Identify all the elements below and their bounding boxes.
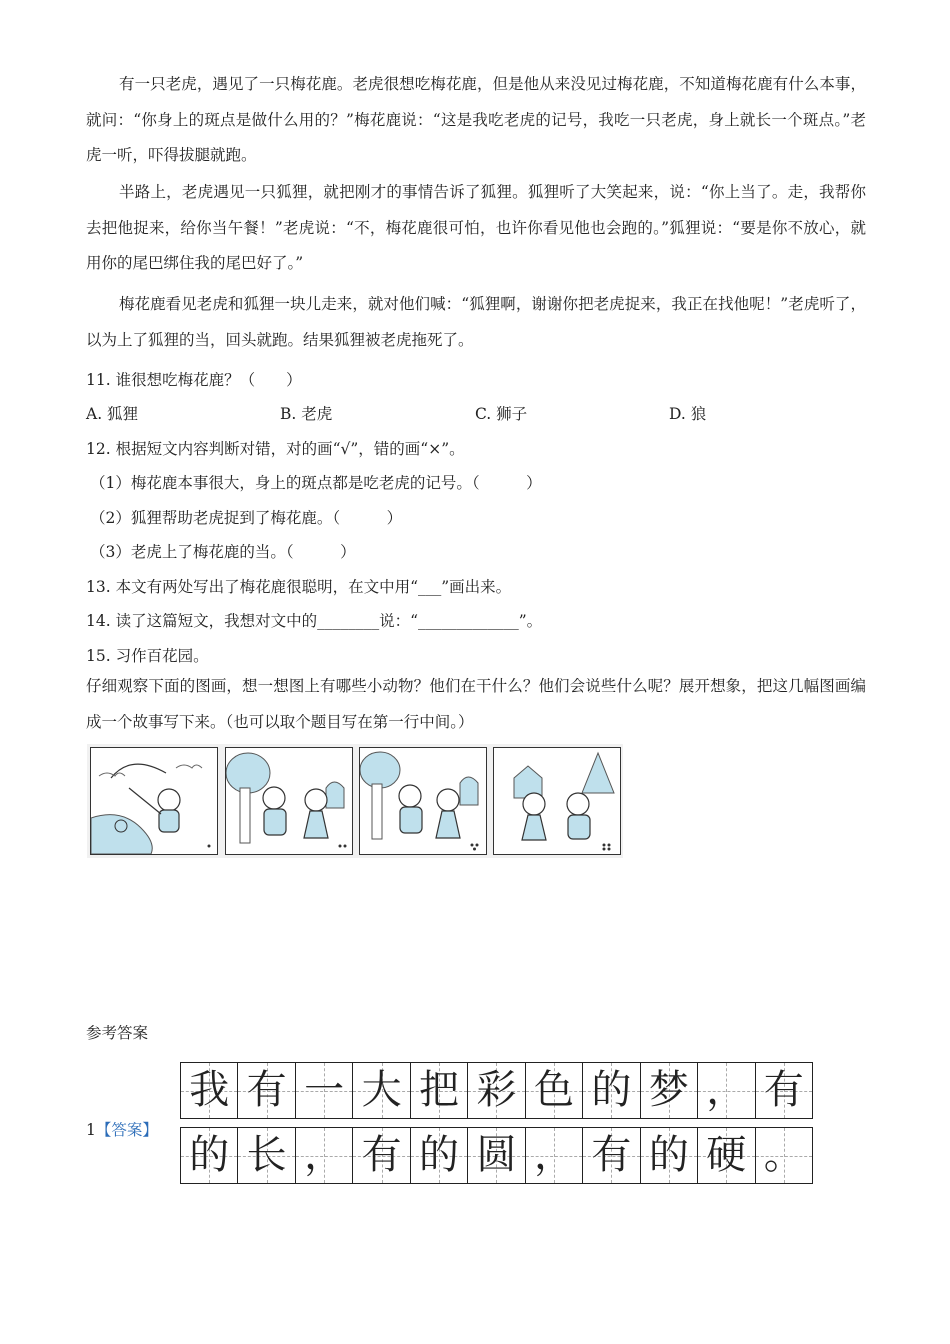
grid-cell: ，	[526, 1128, 583, 1183]
grid-cell: 色	[526, 1063, 583, 1118]
grid-cell: 有	[353, 1128, 410, 1183]
grid-cell: 有	[583, 1128, 640, 1183]
story-paragraph-1: 有一只老虎，遇见了一只梅花鹿。老虎很想吃梅花鹿，但是他从来没见过梅花鹿，不知道梅花鹿有什么本事，就问：“你身上的斑点是做什么用的？”梅花鹿说：“这是我吃老虎的记号，我吃一只老虎，身上就长一个斑点。”老虎一听，吓得拔腿就跑。	[86, 75, 866, 165]
grid-cell: 把	[411, 1063, 468, 1118]
grid-cell: 的	[411, 1128, 468, 1183]
q12-item-1: （1）梅花鹿本事很大，身上的斑点都是吃老虎的记号。（ ）	[90, 474, 542, 492]
grid-cell: 有	[238, 1063, 295, 1118]
grid-cell: 大	[353, 1063, 410, 1118]
grid-cell: 的	[181, 1128, 238, 1183]
question-14: 14. 读了这篇短文，我想对文中的________说：“_____________”。	[86, 612, 543, 630]
grid-cell: ，	[698, 1063, 755, 1118]
comic-strip	[87, 744, 623, 858]
grid-cell: 梦	[641, 1063, 698, 1118]
grid-cell: 的	[641, 1128, 698, 1183]
q11-option-c: C. 狮子	[475, 405, 528, 423]
grid-cell: 我	[181, 1063, 238, 1118]
question-15: 15. 习作百花园。	[86, 647, 209, 665]
answer-label	[86, 1118, 158, 1140]
question-13: 13. 本文有两处写出了梅花鹿很聪明，在文中用“___”画出来。	[86, 578, 512, 596]
story-paragraph-3: 梅花鹿看见老虎和狐狸一块儿走来，就对他们喊：“狐狸啊，谢谢你把老虎捉来，我正在找他呢！”老虎听了，以为上了狐狸的当，回头就跑。结果狐狸被老虎拖死了。	[86, 295, 866, 349]
story-paragraph-2: 半路上，老虎遇见一只狐狸，就把刚才的事情告诉了狐狸。狐狸听了大笑起来，说：“你上当了。走，我帮你去把他捉来，给你当午餐！”老虎说：“不，梅花鹿很可怕，也许你看见他也会跑的。”狐狸说：“要是你不放心，就用你的尾巴绑住我的尾巴好了。”	[86, 183, 866, 273]
q12-item-2: （2）狐狸帮助老虎捉到了梅花鹿。（ ）	[90, 509, 403, 527]
grid-cell: 的	[583, 1063, 640, 1118]
grid-cell: 。	[756, 1128, 812, 1183]
comic-panel-3	[359, 747, 487, 855]
grid-cell: 圆	[468, 1128, 525, 1183]
q11-option-b: B. 老虎	[280, 405, 333, 423]
answer-tag[interactable]: 【答案】	[95, 1121, 158, 1139]
q12-item-3: （3）老虎上了梅花鹿的当。（ ）	[90, 543, 356, 561]
q15-prompt: 仔细观察下面的图画，想一想图上有哪些小动物？他们在干什么？他们会说些什么呢？展开想象，把这几幅图画编成一个故事写下来。（也可以取个题目写在第一行中间。）	[86, 677, 866, 731]
grid-cell: 一	[296, 1063, 353, 1118]
question-12: 12. 根据短文内容判断对错，对的画“√”，错的画“×”。	[86, 440, 465, 458]
grid-cell: 有	[756, 1063, 812, 1118]
grid-cell: 硬	[698, 1128, 755, 1183]
q11-option-a: A. 狐狸	[86, 405, 139, 423]
q11-option-d: D. 狼	[669, 405, 707, 423]
answer-number: 1	[86, 1121, 96, 1139]
comic-panel-2	[225, 747, 353, 855]
comic-panel-1	[90, 747, 218, 855]
grid-cell: 长	[238, 1128, 295, 1183]
question-11: 11. 谁很想吃梅花鹿？（ ）	[86, 371, 302, 389]
grid-cell: ，	[296, 1128, 353, 1183]
answer-grid-row-2	[180, 1127, 813, 1184]
answer-grid-row-1	[180, 1062, 813, 1119]
comic-panel-4	[493, 747, 621, 855]
answers-heading: 参考答案	[86, 1024, 149, 1042]
grid-cell: 彩	[468, 1063, 525, 1118]
